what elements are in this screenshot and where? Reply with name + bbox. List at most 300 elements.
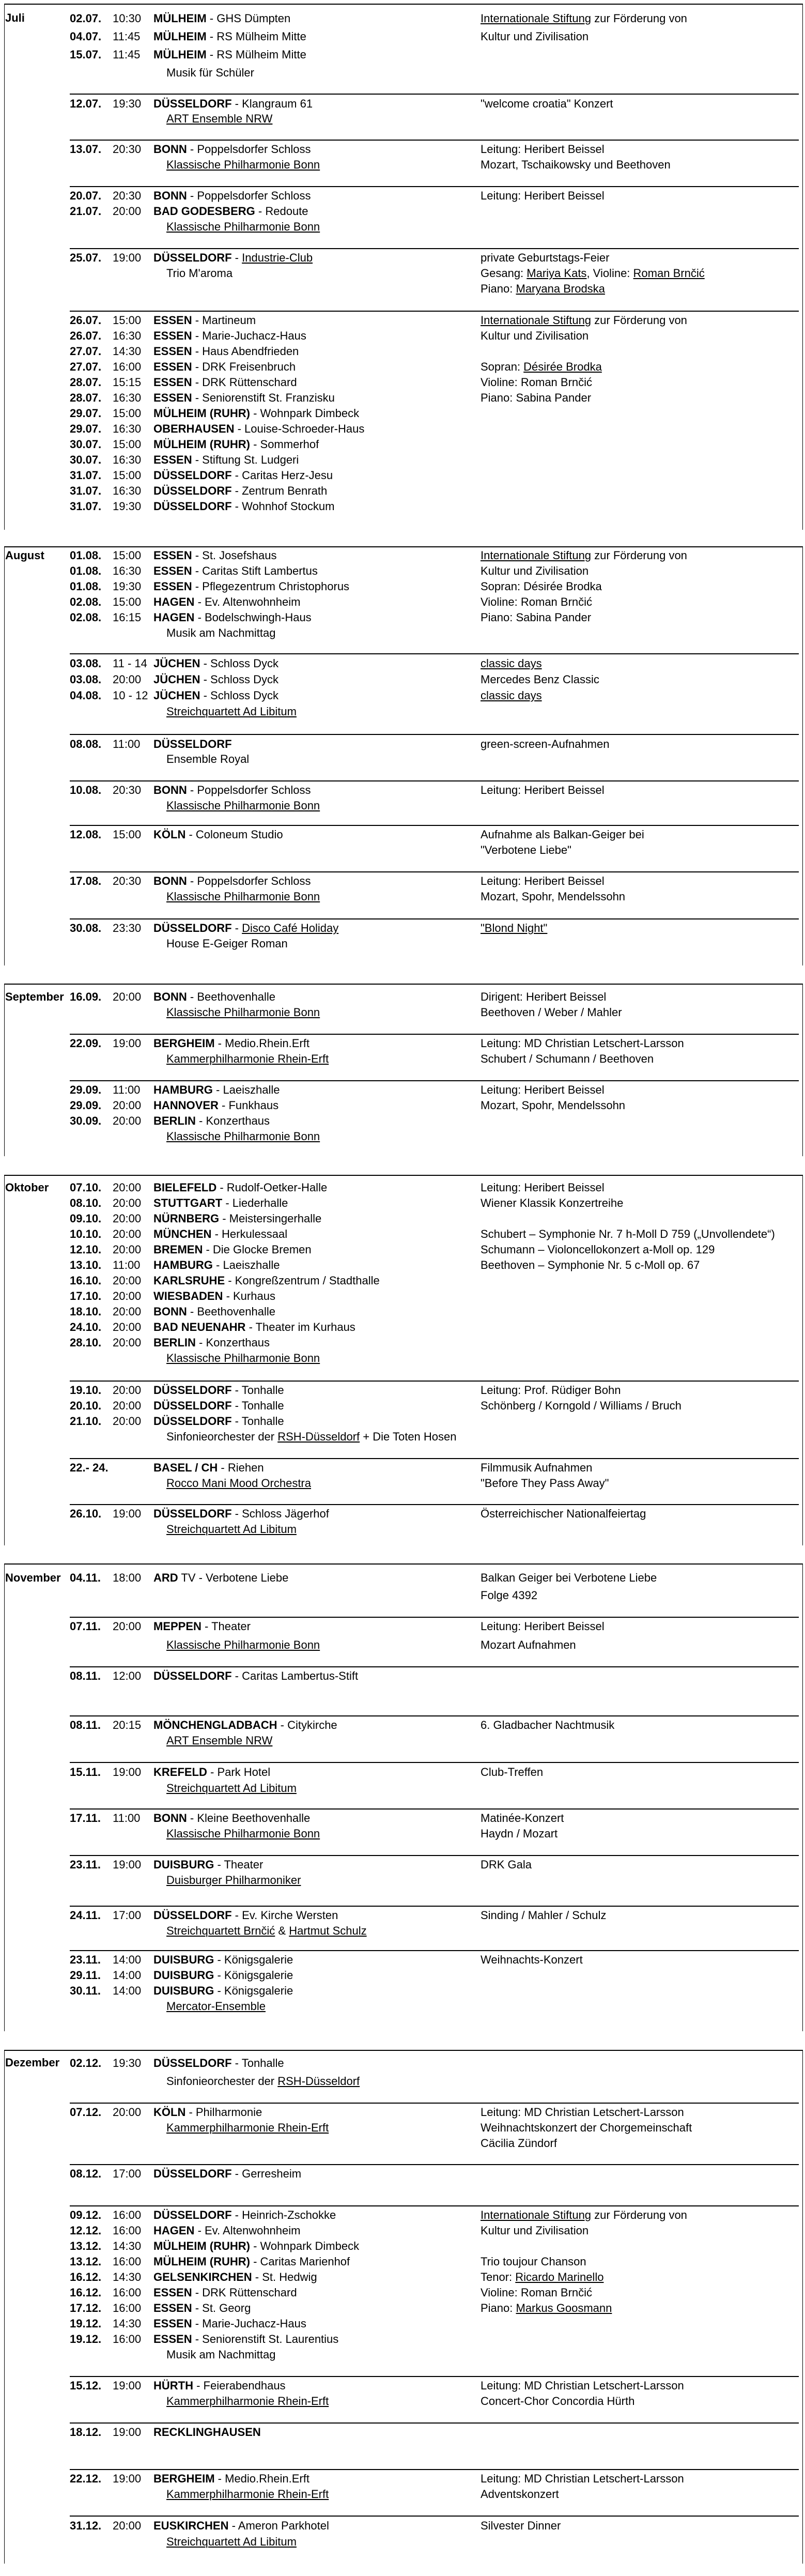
text-segment: - Park Hotel bbox=[207, 1765, 271, 1778]
month-label: November bbox=[5, 1571, 61, 1584]
event-location bbox=[153, 204, 308, 219]
text-segment: - Kleine Beethovenhalle bbox=[187, 1812, 311, 1824]
link[interactable]: RSH-Düsseldorf bbox=[277, 2074, 360, 2088]
event-city: DÜSSELDORF bbox=[153, 922, 232, 934]
group-divider bbox=[70, 2422, 799, 2424]
event-city: KÖLN bbox=[153, 828, 186, 841]
performer bbox=[166, 1051, 329, 1067]
group-divider bbox=[70, 1034, 799, 1035]
text-segment: - Seniorenstift St. Laurentius bbox=[192, 2333, 339, 2345]
event-date: 31.07. bbox=[70, 500, 102, 513]
text-segment: Schubert – Symphonie Nr. 7 h-Moll D 759 („Unvollendete“) bbox=[481, 1228, 775, 1240]
event-time: 15:00 bbox=[113, 595, 142, 608]
event-location bbox=[153, 655, 278, 671]
event-time: 20:00 bbox=[113, 2106, 142, 2119]
event-date: 01.08. bbox=[70, 580, 102, 593]
event-row bbox=[0, 1414, 475, 1429]
info-line bbox=[481, 281, 801, 297]
text-segment: - Poppelsdorfer Schloss bbox=[187, 875, 311, 887]
performer bbox=[166, 266, 233, 281]
event-time: 19:30 bbox=[113, 580, 142, 593]
text-segment: Leitung: Heribert Beissel bbox=[481, 875, 605, 887]
link[interactable]: Klassische Philharmonie Bonn bbox=[166, 799, 320, 812]
text-segment: Trio toujour Chanson bbox=[481, 2255, 586, 2268]
text-segment: Piano: bbox=[481, 2302, 516, 2314]
event-group bbox=[0, 2207, 475, 2363]
text-segment: Leitung: MD Christian Letschert-Larsson bbox=[481, 2379, 684, 2392]
link[interactable]: Markus Goosmann bbox=[516, 2302, 612, 2314]
performer-line bbox=[0, 1051, 475, 1067]
event-info bbox=[481, 655, 801, 703]
event-group bbox=[0, 2471, 475, 2502]
text-segment: - Tonhalle bbox=[231, 1384, 284, 1397]
text-segment: Violine: Roman Brnčić bbox=[481, 2286, 593, 2299]
link[interactable]: Rocco Mani Mood Orchestra bbox=[166, 1477, 311, 1490]
event-time: 14:30 bbox=[113, 345, 142, 358]
info-line bbox=[481, 157, 801, 173]
info-line bbox=[481, 783, 801, 798]
info-line bbox=[481, 827, 801, 842]
event-time: 14:00 bbox=[113, 1984, 142, 1997]
info-line bbox=[481, 2223, 801, 2238]
event-date: 18.12. bbox=[70, 2426, 102, 2439]
performer bbox=[166, 703, 297, 719]
event-location bbox=[153, 2316, 306, 2332]
info-line bbox=[481, 1718, 801, 1733]
text-segment: zur Förderung von bbox=[591, 2209, 687, 2221]
link[interactable]: Streichquartett Brnčić bbox=[166, 1924, 275, 1937]
event-info bbox=[481, 142, 801, 173]
event-city: BERGHEIM bbox=[153, 1037, 215, 1050]
event-row bbox=[0, 344, 475, 359]
event-time: 20:00 bbox=[113, 2519, 142, 2532]
link[interactable]: Roman Brnčić bbox=[633, 267, 705, 280]
info-line bbox=[481, 359, 801, 375]
text-segment: Schubert / Schumann / Beethoven bbox=[481, 1052, 654, 1065]
link[interactable]: Désirée Brodka bbox=[523, 360, 602, 373]
event-location bbox=[153, 671, 278, 687]
event-time: 16:00 bbox=[113, 2224, 142, 2237]
event-time: 20:00 bbox=[113, 1243, 142, 1256]
event-row bbox=[0, 827, 475, 842]
text-segment: - Klangraum 61 bbox=[231, 97, 313, 110]
performer-line bbox=[0, 752, 475, 766]
event-location bbox=[153, 390, 335, 406]
event-date: 02.08. bbox=[70, 611, 102, 624]
link[interactable]: Klassische Philharmonie Bonn bbox=[166, 890, 320, 903]
event-city: MÜLHEIM (RUHR) bbox=[153, 438, 250, 451]
text-segment: Mozart, Tschaikowsky und Beethoven bbox=[481, 158, 671, 171]
link[interactable]: Duisburger Philharmoniker bbox=[166, 1874, 301, 1887]
event-location bbox=[153, 1195, 288, 1211]
event-date: 09.10. bbox=[70, 1212, 102, 1225]
performer-line bbox=[0, 1522, 475, 1537]
text-segment: Leitung: MD Christian Letschert-Larsson bbox=[481, 2472, 684, 2485]
month-label: Dezember bbox=[5, 2056, 60, 2069]
event-date: 19.12. bbox=[70, 2317, 102, 2330]
text-segment: - Philharmonie bbox=[185, 2106, 262, 2119]
link[interactable]: Ricardo Marinello bbox=[515, 2271, 604, 2283]
event-time: 16:30 bbox=[113, 484, 142, 497]
text-segment: - Meistersingerhalle bbox=[219, 1212, 322, 1225]
event-info bbox=[481, 1811, 801, 1842]
link[interactable]: "Blond Night" bbox=[481, 922, 548, 934]
performer-line bbox=[0, 2347, 475, 2363]
text-segment: - Funkhaus bbox=[218, 1099, 279, 1112]
text-segment: - Pflegezentrum Christophorus bbox=[192, 580, 350, 593]
group-divider bbox=[70, 186, 799, 187]
group-divider bbox=[70, 2469, 799, 2470]
event-location bbox=[153, 188, 311, 204]
event-city: JÜCHEN bbox=[153, 672, 200, 686]
event-group bbox=[0, 250, 475, 281]
link[interactable]: ART Ensemble NRW bbox=[166, 1734, 273, 1747]
text-segment: - GHS Dümpten bbox=[206, 11, 291, 25]
event-row bbox=[0, 1036, 475, 1051]
text-segment: zur Förderung von bbox=[591, 11, 687, 25]
performer bbox=[166, 1476, 311, 1491]
performer bbox=[166, 1129, 320, 1144]
event-time: 20:00 bbox=[113, 1399, 142, 1412]
text-segment: - Beethovenhalle bbox=[187, 990, 276, 1003]
link[interactable]: Streichquartett Ad Libitum bbox=[166, 1781, 297, 1795]
event-city: ESSEN bbox=[153, 580, 192, 593]
link[interactable]: Kammerphilharmonie Rhein-Erft bbox=[166, 2395, 329, 2408]
event-location bbox=[153, 2425, 261, 2440]
text-segment: Beethoven / Weber / Mahler bbox=[481, 1006, 622, 1019]
event-location bbox=[153, 737, 232, 752]
link[interactable]: Internationale Stiftung bbox=[481, 2209, 592, 2221]
link[interactable]: Disco Café Holiday bbox=[242, 922, 339, 934]
event-location bbox=[153, 2223, 300, 2238]
event-time: 20:00 bbox=[113, 1321, 142, 1333]
event-date: 16.12. bbox=[70, 2286, 102, 2299]
event-group bbox=[0, 96, 475, 126]
event-row bbox=[0, 610, 475, 625]
event-time: 16:00 bbox=[113, 2286, 142, 2299]
event-time: 16:00 bbox=[113, 2333, 142, 2345]
text-segment: - Riehen bbox=[218, 1461, 264, 1474]
text-segment: Violine: Roman Brnčić bbox=[481, 595, 593, 608]
text-segment: Mozart, Spohr, Mendelssohn bbox=[481, 1099, 626, 1112]
info-line bbox=[481, 1569, 801, 1587]
info-line bbox=[481, 873, 801, 889]
text-segment: Haydn / Mozart bbox=[481, 1827, 558, 1840]
text-segment: Trio M'aroma bbox=[166, 267, 233, 280]
text-segment: + Die Toten Hosen bbox=[360, 1430, 457, 1443]
event-date: 29.09. bbox=[70, 1099, 102, 1112]
event-date: 19.12. bbox=[70, 2333, 102, 2345]
group-divider bbox=[70, 311, 799, 312]
event-city: BERLIN bbox=[153, 1336, 196, 1349]
event-date: 12.12. bbox=[70, 2224, 102, 2237]
text-segment: - Königsgalerie bbox=[214, 1953, 293, 1966]
text-segment: - Laeiszhalle bbox=[212, 1083, 280, 1096]
link[interactable]: Mercator-Ensemble bbox=[166, 2000, 266, 2013]
text-segment: - Caritas Stift Lambertus bbox=[192, 564, 318, 577]
event-location bbox=[153, 1036, 309, 1051]
event-row bbox=[0, 1273, 475, 1289]
event-location bbox=[153, 2238, 359, 2254]
performer-line bbox=[0, 625, 475, 641]
event-row bbox=[0, 1617, 475, 1636]
event-city: DUISBURG bbox=[153, 1858, 214, 1871]
text-segment: Piano: bbox=[481, 282, 516, 295]
text-segment: - Redoute bbox=[255, 205, 308, 218]
performer-line bbox=[0, 1923, 475, 1939]
event-row bbox=[0, 499, 475, 514]
event-group bbox=[0, 827, 475, 842]
group-divider bbox=[70, 248, 799, 249]
event-info bbox=[481, 921, 801, 936]
link[interactable]: Klassische Philharmonie Bonn bbox=[166, 1352, 320, 1364]
event-row bbox=[0, 687, 475, 703]
event-time: 20:00 bbox=[113, 205, 142, 218]
event-info bbox=[481, 737, 801, 752]
text-segment: Balkan Geiger bei Verbotene Liebe bbox=[481, 1571, 657, 1584]
event-time: 15:00 bbox=[113, 549, 142, 562]
event-group bbox=[0, 1383, 475, 1445]
info-line bbox=[481, 1636, 801, 1654]
link[interactable]: RSH-Düsseldorf bbox=[277, 1430, 360, 1443]
text-segment: Weihnachtskonzert der Chorgemeinschaft bbox=[481, 2121, 692, 2134]
text-segment: - Seniorenstift St. Franzisku bbox=[192, 391, 335, 404]
event-location bbox=[153, 579, 349, 594]
event-row bbox=[0, 2471, 475, 2487]
event-info bbox=[481, 1460, 801, 1491]
link[interactable]: ART Ensemble NRW bbox=[166, 112, 273, 125]
event-location bbox=[153, 344, 299, 359]
event-row bbox=[0, 1908, 475, 1923]
text-segment: - Rudolf-Oetker-Halle bbox=[216, 1181, 328, 1194]
event-date: 24.10. bbox=[70, 1321, 102, 1333]
event-group bbox=[0, 1082, 475, 1144]
link[interactable]: Kammerphilharmonie Rhein-Erft bbox=[166, 2121, 329, 2134]
event-date: 13.10. bbox=[70, 1259, 102, 1271]
text-segment: - Tonhalle bbox=[231, 1415, 284, 1428]
event-group bbox=[0, 1857, 475, 1888]
link[interactable]: Kammerphilharmonie Rhein-Erft bbox=[166, 2488, 329, 2501]
event-time: 15:00 bbox=[113, 407, 142, 420]
event-group bbox=[0, 873, 475, 904]
link[interactable]: Klassische Philharmonie Bonn bbox=[166, 220, 320, 233]
event-row bbox=[0, 313, 475, 328]
event-date: 04.08. bbox=[70, 688, 102, 702]
event-date: 12.10. bbox=[70, 1243, 102, 1256]
event-city: ESSEN bbox=[153, 391, 192, 404]
text-segment: Club-Treffen bbox=[481, 1765, 544, 1778]
link[interactable]: Internationale Stiftung bbox=[481, 549, 592, 562]
event-city: BAD GODESBERG bbox=[153, 205, 255, 218]
event-city: HAMBURG bbox=[153, 1083, 213, 1096]
performer bbox=[166, 219, 320, 235]
text-segment: TV - Verbotene Liebe bbox=[178, 1571, 289, 1584]
event-row bbox=[0, 421, 475, 437]
event-date: 22.- 24. bbox=[70, 1461, 109, 1474]
event-group bbox=[0, 2054, 475, 2090]
info-line bbox=[481, 313, 801, 328]
event-location bbox=[153, 1383, 284, 1398]
performer bbox=[166, 936, 288, 952]
event-row bbox=[0, 783, 475, 798]
event-date: 08.12. bbox=[70, 2167, 102, 2180]
link[interactable]: Industrie-Club bbox=[242, 251, 313, 264]
event-row bbox=[0, 483, 475, 499]
event-location bbox=[153, 1414, 284, 1429]
event-city: BONN bbox=[153, 990, 187, 1003]
text-segment: House E-Geiger Roman bbox=[166, 937, 288, 950]
link[interactable]: Streichquartett Ad Libitum bbox=[166, 1523, 297, 1536]
event-time: 16:30 bbox=[113, 422, 142, 435]
link[interactable]: Kammerphilharmonie Rhein-Erft bbox=[166, 1052, 329, 1065]
performer-line bbox=[0, 889, 475, 904]
event-group bbox=[0, 921, 475, 952]
event-group bbox=[0, 1617, 475, 1654]
event-row bbox=[0, 359, 475, 375]
text-segment: Mozart, Spohr, Mendelssohn bbox=[481, 890, 626, 903]
link[interactable]: Klassische Philharmonie Bonn bbox=[166, 1638, 320, 1651]
link[interactable]: classic days bbox=[481, 656, 542, 670]
event-city: ESSEN bbox=[153, 376, 192, 389]
link[interactable]: classic days bbox=[481, 688, 542, 702]
event-date: 30.07. bbox=[70, 453, 102, 466]
event-row bbox=[0, 2166, 475, 2182]
event-row bbox=[0, 1460, 475, 1476]
event-date: 26.07. bbox=[70, 314, 102, 327]
event-time: 16:30 bbox=[113, 564, 142, 577]
text-segment: Musik am Nachmittag bbox=[166, 626, 276, 639]
performer-line bbox=[0, 1636, 475, 1654]
event-city: MÜLHEIM (RUHR) bbox=[153, 2255, 250, 2268]
event-city: BERLIN bbox=[153, 1114, 196, 1127]
event-location bbox=[153, 1617, 251, 1636]
performer bbox=[166, 2534, 297, 2550]
link[interactable]: Klassische Philharmonie Bonn bbox=[166, 158, 320, 171]
event-row bbox=[0, 2223, 475, 2238]
text-segment: green-screen-Aufnahmen bbox=[481, 737, 610, 750]
event-group bbox=[0, 1506, 475, 1537]
event-row bbox=[0, 579, 475, 594]
event-group bbox=[0, 1180, 475, 1366]
link[interactable]: Internationale Stiftung bbox=[481, 11, 592, 25]
event-info bbox=[481, 1506, 801, 1522]
event-row bbox=[0, 188, 475, 204]
event-city: MEPPEN bbox=[153, 1620, 202, 1633]
event-city: ESSEN bbox=[153, 2302, 192, 2314]
event-row bbox=[0, 1289, 475, 1304]
info-line bbox=[481, 266, 801, 281]
info-line bbox=[481, 1506, 801, 1522]
text-segment: - Herkulessaal bbox=[211, 1228, 288, 1240]
link[interactable]: Klassische Philharmonie Bonn bbox=[166, 1827, 320, 1840]
performer-line bbox=[0, 1429, 475, 1445]
event-row bbox=[0, 1242, 475, 1258]
event-date: 13.12. bbox=[70, 2255, 102, 2268]
info-line bbox=[481, 27, 801, 45]
event-group bbox=[0, 1718, 475, 1749]
info-line bbox=[481, 1383, 801, 1398]
link[interactable]: Streichquartett Ad Libitum bbox=[166, 2535, 297, 2548]
event-time: 11:00 bbox=[113, 737, 141, 750]
text-segment: - Ev. Altenwohnheim bbox=[194, 2224, 301, 2237]
info-line bbox=[481, 1211, 801, 1226]
text-segment: - Schloss Dyck bbox=[200, 656, 279, 670]
text-segment: Leitung: MD Christian Letschert-Larsson bbox=[481, 1037, 684, 1050]
event-city: DÜSSELDORF bbox=[153, 500, 232, 513]
link[interactable]: Streichquartett Ad Libitum bbox=[166, 704, 297, 718]
event-time: 20:00 bbox=[113, 672, 142, 686]
performer bbox=[166, 889, 320, 904]
text-segment: zur Förderung von bbox=[591, 549, 687, 562]
event-time: 14:30 bbox=[113, 2271, 142, 2283]
event-row bbox=[0, 27, 475, 45]
link[interactable]: Klassische Philharmonie Bonn bbox=[166, 1006, 320, 1019]
event-time: 19:00 bbox=[113, 1507, 142, 1520]
event-info bbox=[481, 9, 801, 45]
event-time: 20:00 bbox=[113, 990, 142, 1003]
link[interactable]: Hartmut Schulz bbox=[289, 1924, 367, 1937]
performer-line bbox=[0, 1873, 475, 1888]
event-city: ESSEN bbox=[153, 453, 192, 466]
info-line bbox=[481, 2471, 801, 2487]
performer-line bbox=[0, 1005, 475, 1020]
event-location bbox=[153, 1952, 293, 1968]
event-date: 17.10. bbox=[70, 1290, 102, 1302]
event-time: 19:30 bbox=[113, 500, 142, 513]
event-group bbox=[0, 9, 475, 82]
link[interactable]: Klassische Philharmonie Bonn bbox=[166, 1130, 320, 1143]
text-segment: Ensemble Royal bbox=[166, 752, 250, 765]
text-segment: - Poppelsdorfer Schloss bbox=[187, 189, 311, 202]
group-divider bbox=[70, 1808, 799, 1810]
info-line bbox=[481, 1826, 801, 1842]
event-location bbox=[153, 1811, 310, 1826]
link[interactable]: Maryana Brodska bbox=[516, 282, 605, 295]
event-city: WIESBADEN bbox=[153, 1290, 223, 1302]
event-date: 26.10. bbox=[70, 1507, 102, 1520]
event-row bbox=[0, 9, 475, 27]
text-segment: Wiener Klassik Konzertreihe bbox=[481, 1197, 624, 1209]
event-date: 15.11. bbox=[70, 1765, 101, 1778]
event-location bbox=[153, 783, 311, 798]
event-location bbox=[153, 594, 300, 610]
month-label: Oktober bbox=[5, 1181, 49, 1194]
link[interactable]: Internationale Stiftung bbox=[481, 314, 592, 327]
event-row bbox=[0, 1718, 475, 1733]
group-divider bbox=[70, 1381, 799, 1382]
info-line bbox=[481, 579, 801, 594]
event-date: 10.10. bbox=[70, 1228, 102, 1240]
event-date: 30.08. bbox=[70, 922, 102, 934]
text-segment: Sinfonieorchester der bbox=[166, 1430, 278, 1443]
event-city: HÜRTH bbox=[153, 2379, 193, 2392]
performer-line bbox=[0, 2534, 475, 2550]
link[interactable]: Mariya Kats bbox=[527, 267, 587, 280]
text-segment: - Citykirche bbox=[277, 1719, 337, 1731]
text-segment: - Konzerthaus bbox=[195, 1336, 270, 1349]
info-line bbox=[481, 2120, 801, 2136]
event-city: BONN bbox=[153, 189, 187, 202]
text-segment: - Marie-Juchacz-Haus bbox=[192, 2317, 306, 2330]
performer-line bbox=[0, 2120, 475, 2136]
info-line bbox=[481, 594, 801, 610]
event-location bbox=[153, 2518, 329, 2534]
event-location bbox=[153, 1718, 337, 1733]
event-row bbox=[0, 390, 475, 406]
event-row bbox=[0, 548, 475, 563]
event-row bbox=[0, 2254, 475, 2270]
text-segment: Sopran: bbox=[481, 360, 524, 373]
